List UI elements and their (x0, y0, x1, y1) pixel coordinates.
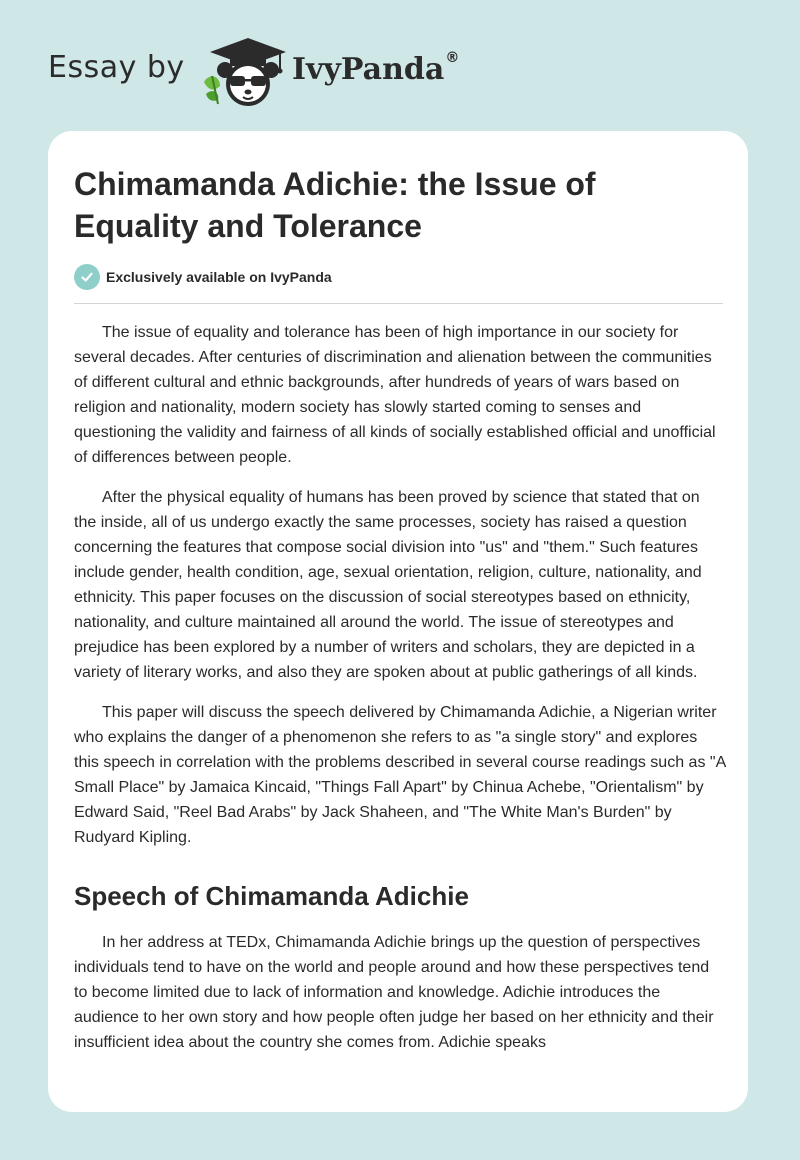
paragraph: The issue of equality and tolerance has been of high importance in our society for several decades. After centuries of discrimination and alienation between the communities of different cultural and ethnic backgrounds, after hundreds of years of wars based on religion and nationality, modern society has slowly started coming to senses and questioning the validity and fairness of all kinds of socially established official and unofficial of differences between people. (74, 324, 716, 466)
section-heading: Speech of Chimamanda Adichie (74, 881, 469, 911)
title-divider (74, 303, 723, 304)
site-header (0, 0, 800, 130)
essay-by-label: Essay by (48, 50, 185, 85)
paragraph: In her address at TEDx, Chimamanda Adichie brings up the question of perspectives individuals tend to have on the world and people around and how these perspectives tend to become limited due to lack of information and knowledge. Adichie introduces the audience to her own story and how people often judge her based on her ethnicity and their insufficient idea about the country she comes from. Adichie speaks (74, 934, 714, 1051)
exclusive-badge (74, 264, 332, 290)
registered-mark: ® (445, 50, 460, 66)
paragraph: After the physical equality of humans has been proved by science that stated that on the inside, all of us undergo exactly the same processes, society has raised a question concerning the features that compose social division into "us" and "them." Such features include gender, health condition, age, sexual orientation, religion, culture, nationality, and ethnicity. This paper focuses on the discussion of social stereotypes based on ethnicity, nationality, and culture maintained all around the world. The issue of stereotypes and prejudice has been explored by a number of writers and scholars, they are depicted in a variety of literary works, and also they are spoken about at public gatherings of all kinds. (74, 489, 702, 681)
essay-card (48, 131, 748, 1112)
brand-logo-text[interactable] (292, 52, 459, 87)
panda-logo-icon[interactable] (200, 36, 286, 108)
check-icon (74, 264, 100, 290)
brand-name: IvyPanda (292, 52, 445, 87)
paragraph: This paper will discuss the speech delivered by Chimamanda Adichie, a Nigerian writer who explains the danger of a phenomenon she refers to as "a single story" and explores this speech in correlation with the problems described in several course readings such as "A Small Place" by Jamaica Kincaid, "Things Fall Apart" by Chinua Achebe, "Orientalism" by Edward Said, "Reel Bad Arabs" by Jack Shaheen, and "The White Man's Burden" by Rudyard Kipling. (74, 704, 726, 846)
exclusive-badge-label: Exclusively available on IvyPanda (106, 269, 332, 285)
essay-body (74, 320, 726, 1070)
page-title: Chimamanda Adichie: the Issue of Equality and Tolerance (74, 166, 596, 244)
